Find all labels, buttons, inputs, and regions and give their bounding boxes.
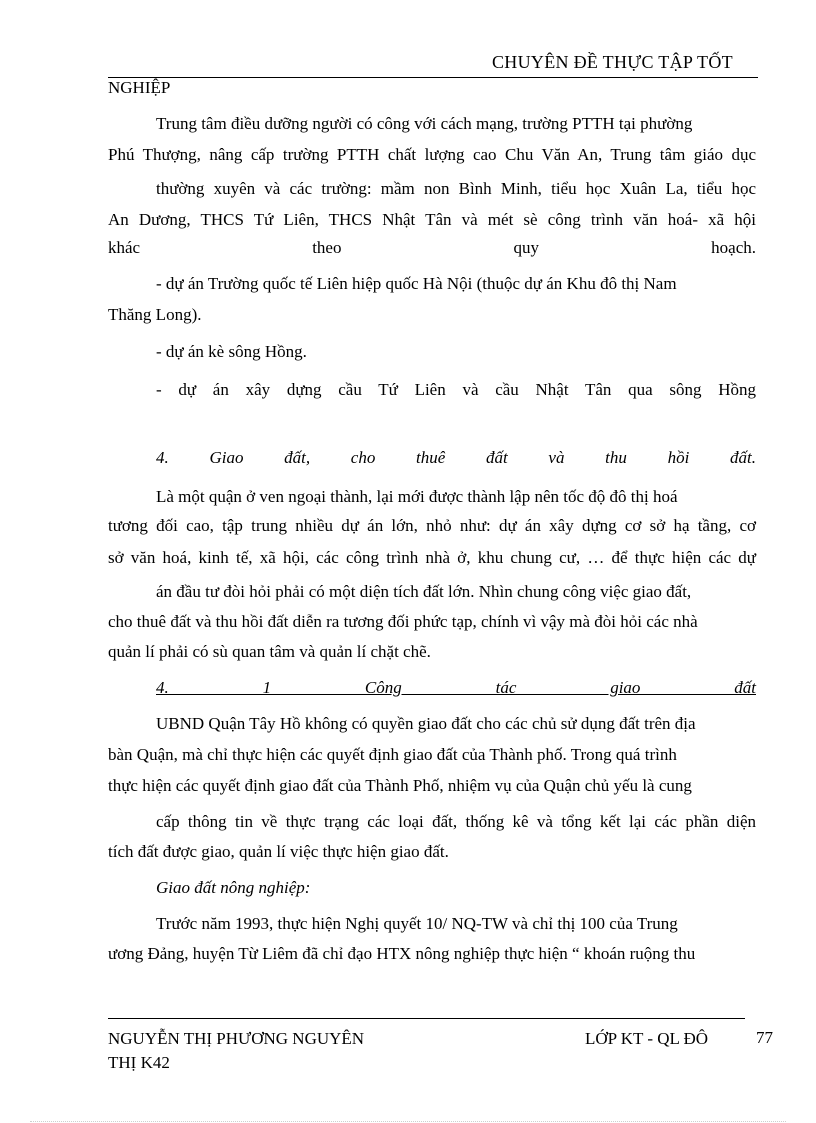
- body-line: Là một quận ở ven ngoại thành, lại mới được thành lập nên tốc độ đô thị hoá: [156, 487, 678, 506]
- header-title: CHUYÊN ĐỀ THỰC TẬP TỐT: [492, 52, 733, 72]
- body-line: thực hiện các quyết định giao đất của Thành Phố, nhiệm vụ của Quận chủ yếu là cung: [108, 776, 692, 795]
- body-line: quản lí phải có sù quan tâm và quản lí chặt chẽ.: [108, 642, 431, 661]
- header-rule: [108, 77, 758, 78]
- footer-class: LỚP KT - QL ĐÔ: [585, 1029, 709, 1048]
- body-line: UBND Quận Tây Hồ không có quyền giao đất cho các chủ sử dụng đất trên địa: [156, 714, 696, 733]
- body-line: Trung tâm điều dưỡng người có công với cách mạng, trường PTTH tại phường: [156, 114, 693, 133]
- section-heading-4: 4. Giao đất, cho thuê đất và thu hồi đất.: [156, 448, 756, 467]
- header-title-continued: NGHIỆP: [108, 78, 171, 97]
- body-line: Thăng Long).: [108, 305, 202, 324]
- body-line: khác theo quy hoạch.: [108, 238, 756, 257]
- subheading-agricultural-land: Giao đất nông nghiệp:: [156, 878, 311, 897]
- body-line: ương Đảng, huyện Từ Liêm đã chỉ đạo HTX nông nghiệp thực hiện “ khoán ruộng thu: [108, 944, 696, 963]
- page-edge-dotted-line: [30, 1121, 786, 1122]
- page-number: 77: [756, 1028, 773, 1047]
- body-line: bàn Quận, mà chỉ thực hiện các quyết định giao đất của Thành phố. Trong quá trình: [108, 745, 677, 764]
- body-line: sở văn hoá, kinh tế, xã hội, các công trình nhà ở, khu chung cư, … để thực hiện các dự: [108, 548, 756, 567]
- body-line: - dự án Trường quốc tế Liên hiệp quốc Hà Nội (thuộc dự án Khu đô thị Nam: [156, 274, 677, 293]
- body-line: thường xuyên và các trường: mầm non Bình Minh, tiểu học Xuân La, tiểu học: [156, 179, 756, 198]
- footer-rule: [108, 1018, 745, 1019]
- body-line: án đầu tư đòi hỏi phải có một diện tích đất lớn. Nhìn chung công việc giao đất,: [156, 582, 692, 601]
- body-line: - dự án xây dựng cầu Tứ Liên và cầu Nhật Tân qua sông Hồng: [156, 380, 756, 399]
- footer-author-continued: THỊ K42: [108, 1053, 170, 1072]
- body-line: tích đất được giao, quản lí việc thực hiện giao đất.: [108, 842, 449, 861]
- body-line: - dự án kè sông Hồng.: [156, 342, 307, 361]
- body-line: An Dương, THCS Tứ Liên, THCS Nhật Tân và mét sè công trình văn hoá- xã hội: [108, 210, 756, 229]
- body-line: cho thuê đất và thu hồi đất diễn ra tương đối phức tạp, chính vì vậy mà đòi hỏi các nhà: [108, 612, 698, 631]
- body-line: Phú Thượng, nâng cấp trường PTTH chất lượng cao Chu Văn An, Trung tâm giáo dục: [108, 145, 756, 164]
- body-line: cấp thông tin về thực trạng các loại đất, thống kê và tổng kết lại các phần diện: [156, 812, 756, 831]
- body-line: Trước năm 1993, thực hiện Nghị quyết 10/ NQ-TW và chỉ thị 100 của Trung: [156, 914, 678, 933]
- section-heading-4-1: 4. 1 Công tác giao đất: [156, 678, 756, 697]
- body-line: tương đối cao, tập trung nhiều dự án lớn, nhỏ như: dự án xây dựng cơ sở hạ tầng, cơ: [108, 516, 756, 535]
- footer-author: NGUYỄN THỊ PHƯƠNG NGUYÊN: [108, 1029, 365, 1048]
